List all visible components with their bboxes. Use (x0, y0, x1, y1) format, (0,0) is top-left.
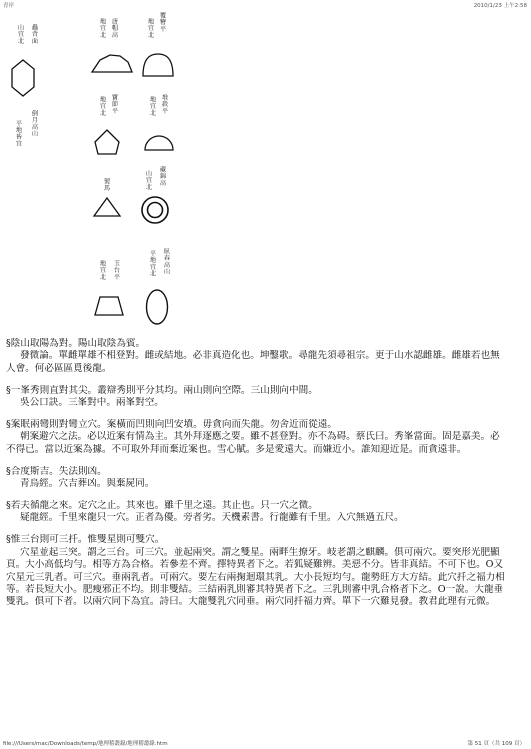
figure-labels-left (10, 110, 50, 160)
text-line: 發微論。單雌單雄不相登對。雌或結地。必非真造化也。坤鑿歌。尋龍先須尋祖宗。更于山水認雌雄。雌雄若也無 (20, 350, 500, 362)
halfcircle-icon (142, 132, 176, 152)
text-line: 穴星並起三突。謂之三台。可三穴。並起兩突。謂之雙星。兩畔生撩牙。岐老謂之麒麟。俱可兩穴。要突形光肥顯 (20, 546, 500, 558)
text-line: §案眠兩彎則對彎立穴。案橫而凹則向凹安墳。毋貪向而失龍。勿舍近而從遠。 (6, 419, 337, 431)
text-line: 人會。何必區區覓後龍。 (6, 362, 112, 374)
text-line: 頁。大小高低均勻。相等方為合格。若參差不齊。擇特異者下之。若狐疑難辨。美惡不分。皆非真結。不可下也。O又 (6, 559, 504, 571)
figure-hexagon (8, 24, 48, 104)
figure-label: 地宜北 (146, 18, 154, 39)
text-line: 疑龍經。千里來龍只一穴。正者為優。旁者劣。天機素書。行龍雖有千里。入穴無過五尺。 (20, 512, 404, 524)
paragraph (6, 466, 526, 491)
text-line: 穴星元三乳者。可三穴。垂兩乳者。可兩穴。要左右兩掬迴環其乳。大小長短均勻。龍勢旺方大方結。此穴扦之福力相 (6, 571, 505, 583)
browser-print-header (0, 0, 531, 10)
figure-label: 山宜北 (144, 170, 152, 191)
footer-page-number: 第 51 頁（共 109 頁） (467, 741, 525, 747)
figure-label: 地宜北 (98, 18, 106, 39)
figure-cap (88, 18, 138, 78)
figure-ring (138, 166, 178, 236)
figure-label: 蟲背面 (30, 24, 38, 45)
figure-label: 堆殺平 (160, 94, 168, 115)
figure-label: 地宜北 (98, 260, 106, 281)
pentagon-icon (92, 128, 122, 156)
oval-icon (144, 288, 170, 326)
figure-label: 地宜北 (148, 96, 156, 117)
figure-label: 平地宜北 (148, 250, 156, 277)
figure-label: 臥春高山 (162, 248, 170, 275)
paragraph (6, 500, 526, 525)
paragraph (6, 385, 526, 410)
header-datetime: 2010/1/23 上午2:58 (473, 3, 527, 9)
paragraph (6, 534, 526, 608)
cap-icon (90, 52, 134, 74)
triangle-icon (92, 196, 122, 218)
paragraph (6, 419, 526, 456)
figure-label: 平地皆宜 (14, 120, 22, 147)
figure-trapezoid (90, 252, 140, 332)
figure-halfcircle (140, 94, 180, 164)
text-line: §惟三台則可三扦。惟雙星則可雙穴。 (6, 534, 165, 546)
browser-print-footer (0, 736, 531, 749)
figure-label: 山宜北 (16, 24, 24, 45)
header-title: 青岸 (3, 3, 15, 9)
figure-label: 地宜北 (98, 96, 106, 117)
figure-oval (142, 248, 182, 328)
figure-triangle (90, 178, 130, 228)
text-line: §合度斯吉。失法則凶。 (6, 465, 107, 477)
figure-label: 倒月高山 (30, 110, 38, 137)
text-line: 朝案避穴之法。必以近案有情為主。其外拜逐應之要。雖不甚登對。亦不為碍。蔡氏曰。秀峯當面。固是嘉美。必 (20, 431, 500, 443)
text-line: 雙乳。俱可下者。以兩穴同下為宜。詩曰。大龍雙乳穴同垂。兩穴同扦福力齊。單下一穴難見發。教君此理有元微。 (6, 596, 496, 608)
text-line: 不得已。當以近案為據。不可取外拜而棄近案也。雪心賦。多是愛遠大。而嫌近小。誰知迎近是。而貪遠非。 (6, 443, 467, 455)
text-line: 吳公口訣。三峯對中。兩峯對空。 (20, 397, 164, 409)
text-line: 青烏經。穴吉葬凶。與棄屍同。 (20, 478, 155, 490)
body-text (6, 338, 526, 618)
figure-label: 覆簪平 (158, 12, 166, 33)
text-line: §若夫循龍之來。定穴之止。其來也。雖千里之遠。其止也。只一穴之微。 (6, 500, 318, 512)
footer-file-path: file:///Users/mac/Downloads/temp/地理稽叢錄/地理稽叢錄.htm (3, 741, 168, 747)
hexagon-icon (10, 58, 36, 98)
figure-label: 藏錦高 (158, 166, 166, 187)
trapezoid-icon (92, 294, 126, 318)
text-line: 等。若長短大小。肥瘦邪正不均。則非雙結。三結兩乳則審其特異者下之。三乳則審中乳合格者下之。O一說。大龍垂 (6, 584, 504, 595)
paragraph (6, 338, 526, 375)
figure-label: 寶節平 (110, 94, 118, 115)
figure-pentagon (90, 94, 130, 164)
figure-label: 製馬 (102, 178, 110, 192)
figure-label: 唐帽高 (110, 18, 118, 39)
figure-label: 玉台平 (112, 260, 120, 281)
text-line: §陰山取陽為對。陽山取陰為賓。 (6, 338, 146, 349)
figure-dome (138, 12, 178, 82)
ring-icon (139, 194, 171, 226)
text-line: §一峯秀則直對其尖。叢辯秀則平分其均。兩山則向空際。三山則向中間。 (6, 384, 318, 396)
dome-icon (140, 52, 176, 78)
